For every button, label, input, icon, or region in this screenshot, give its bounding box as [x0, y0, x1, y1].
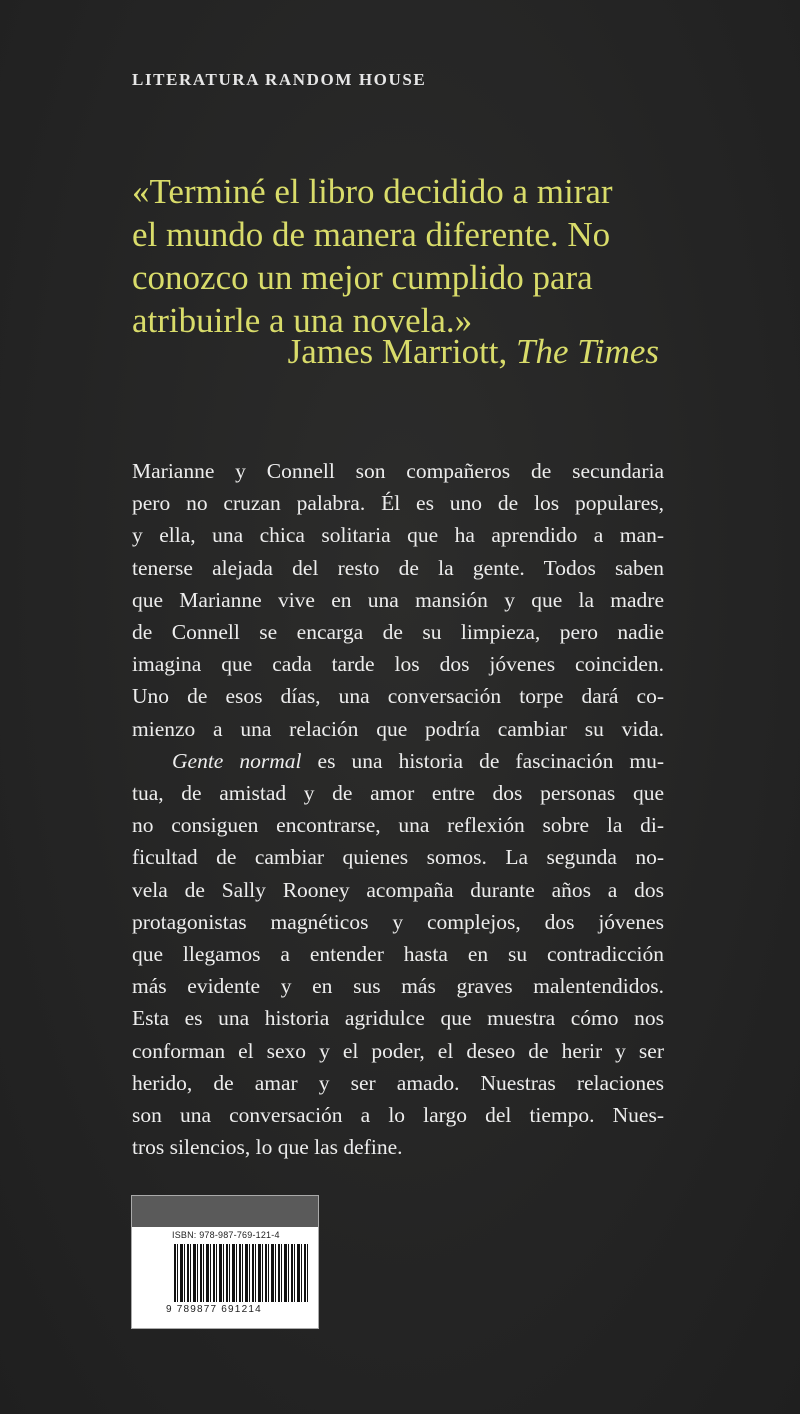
quote-author: James Marriott,: [287, 332, 508, 371]
synopsis: [132, 455, 664, 1163]
quote-line: atribuirle a una novela.»: [132, 301, 473, 340]
synopsis-line: tros silencios, lo que las define.: [132, 1135, 403, 1160]
synopsis-line: imagina que cada tarde los dos jóvenes coinciden.: [132, 652, 664, 677]
barcode-digits: 9 789877 691214: [166, 1304, 262, 1315]
book-title: Gente normal: [172, 748, 302, 773]
publisher-imprint: LITERATURA RANDOM HOUSE: [132, 70, 427, 89]
synopsis-line: pero no cruzan palabra. Él es uno de los populares,: [132, 491, 664, 516]
synopsis-line: conforman el sexo y el poder, el deseo de herir y ser: [132, 1038, 664, 1063]
quote-line: «Terminé el libro decidido a mirar: [132, 172, 613, 211]
synopsis-line: vela de Sally Rooney acompaña durante años a dos: [132, 877, 664, 902]
isbn-barcode: [131, 1195, 319, 1329]
quote-line: el mundo de manera diferente. No: [132, 215, 611, 254]
synopsis-line: y ella, una chica solitaria que ha aprendido a man-: [132, 523, 664, 548]
synopsis-line: tenerse alejada del resto de la gente. Todos saben: [132, 555, 664, 580]
synopsis-line: de Connell se encarga de su limpieza, pero nadie: [132, 620, 664, 645]
synopsis-line: más evidente y en sus más graves malentendidos.: [132, 974, 664, 999]
quote-line: conozco un mejor cumplido para: [132, 258, 593, 297]
synopsis-line: Esta es una historia agridulce que muestra cómo nos: [132, 1006, 664, 1031]
synopsis-line: tua, de amistad y de amor entre dos personas que: [132, 781, 664, 806]
synopsis-line: herido, de amar y ser amado. Nuestras relaciones: [132, 1070, 664, 1095]
synopsis-line: ficultad de cambiar quienes somos. La segunda no-: [132, 845, 664, 870]
barcode-bars: [174, 1244, 310, 1302]
synopsis-line: no consiguen encontrarse, una reflexión sobre la di-: [132, 813, 664, 838]
synopsis-line: Uno de esos días, una conversación torpe dará co-: [132, 684, 664, 709]
synopsis-line: mienzo a una relación que podría cambiar su vida.: [132, 716, 664, 741]
isbn-label: ISBN: 978-987-769-121-4: [172, 1230, 280, 1240]
quote-attribution: [132, 330, 659, 373]
barcode-header-strip: [132, 1196, 318, 1227]
synopsis-line: protagonistas magnéticos y complejos, dos jóvenes: [132, 909, 664, 934]
review-quote: [132, 170, 692, 342]
synopsis-line: que llegamos a entender hasta en su contradicción: [132, 942, 664, 967]
quote-source: The Times: [516, 332, 659, 371]
synopsis-line: [132, 745, 664, 777]
synopsis-line: son una conversación a lo largo del tiempo. Nues-: [132, 1103, 664, 1128]
synopsis-line: Marianne y Connell son compañeros de secundaria: [132, 459, 664, 483]
synopsis-line: que Marianne vive en una mansión y que la madre: [132, 587, 664, 612]
synopsis-text: es una historia de fascinación mu-: [301, 748, 665, 773]
